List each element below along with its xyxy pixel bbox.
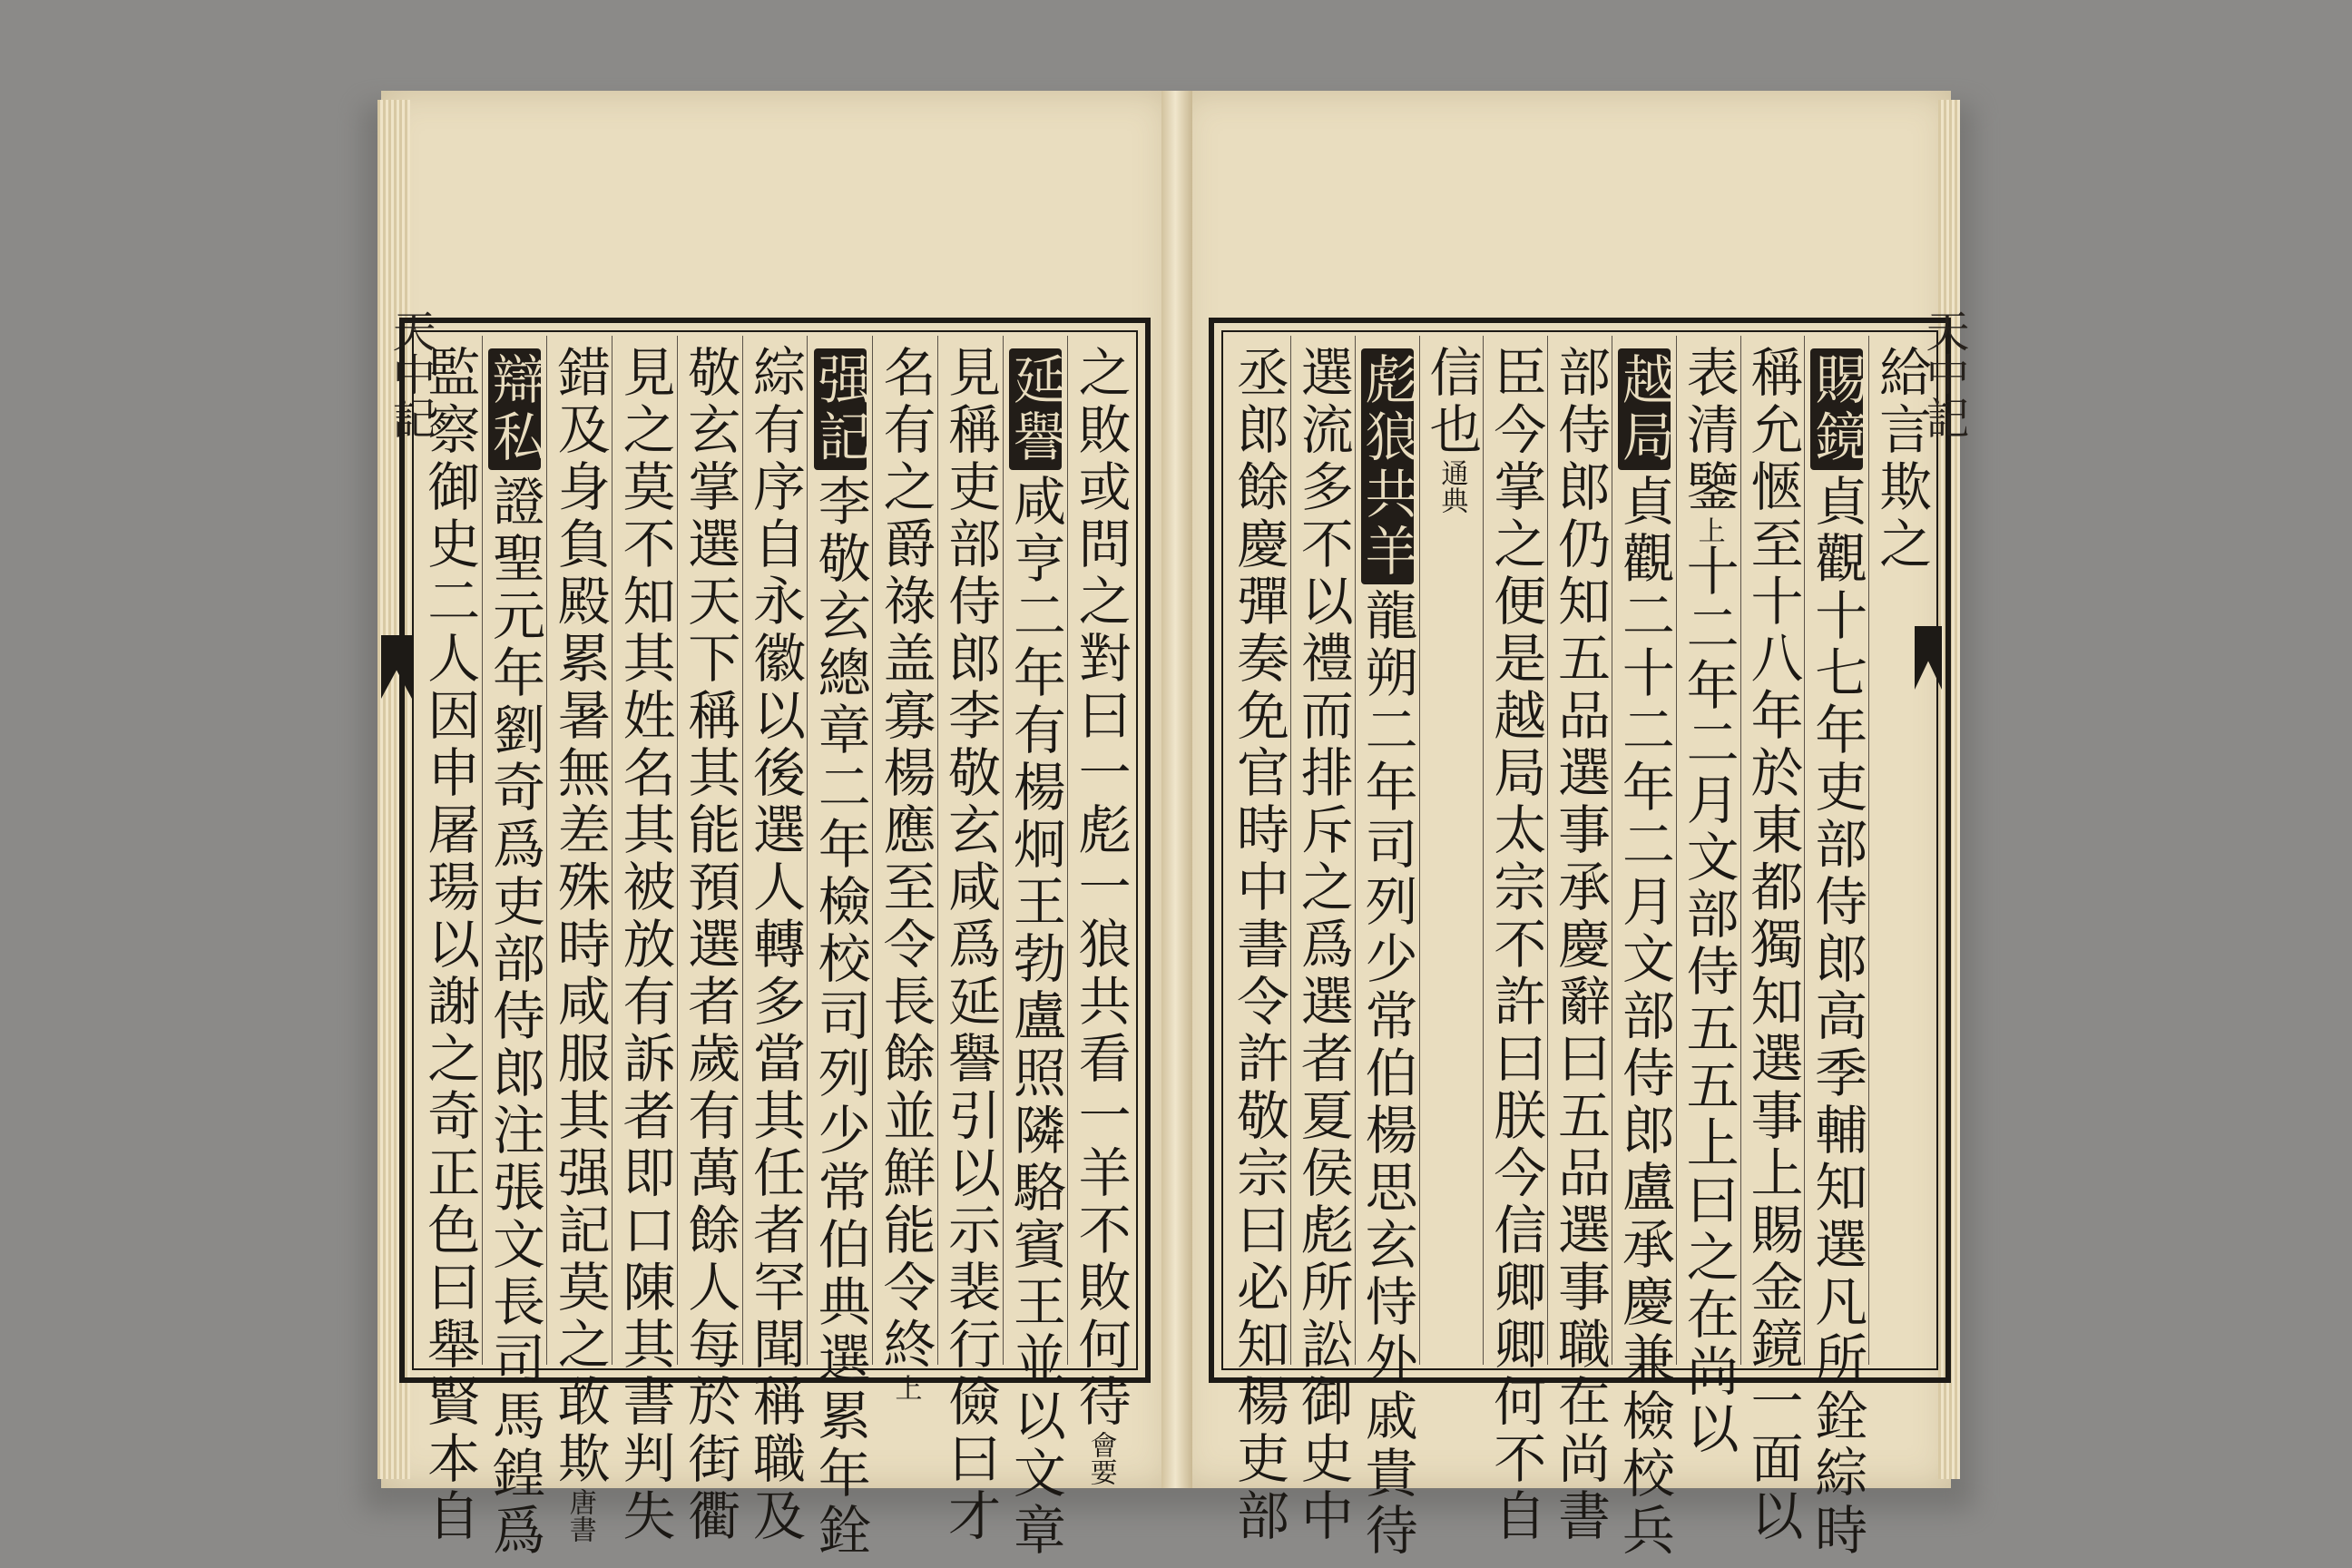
heading-tag: 賜鏡 [1810,348,1863,470]
source-note: 通典 [1436,459,1468,514]
source-note: 上 [889,1374,922,1401]
column-text: 監察御史二人因申屠瑒以謝之奇正色曰舉賢本自 [418,345,481,1545]
text-column [612,336,677,1545]
text-column [677,336,742,1545]
book-gutter [1161,91,1192,1488]
column-text: 證聖元年劉奇爲吏部侍郎注張文長司馬鍠爲 [484,474,546,1560]
heading-tag: 辯私 [488,348,541,470]
text-column [1547,336,1612,1545]
column-text: 部侍郎仍知五品選事承慶辭曰五品選事職在尚書 [1549,345,1612,1545]
column-text: 臣今掌之便是越局太宗不許曰朕今信卿卿何不自 [1485,345,1547,1545]
text-column [1740,336,1805,1545]
column-text: 信也 [1420,345,1483,459]
column-text: 丞郎餘慶彈奏免官時中書令許敬宗曰必知楊吏部 [1227,345,1289,1545]
text-column [1612,336,1676,1560]
text-column [482,336,547,1560]
column-text: 貞觀十七年吏部侍郎高季輔知選凡所銓綜時 [1806,474,1868,1560]
column-text: 錯及身負殿累暑無差殊時咸服其强記莫之敢欺 [548,345,611,1488]
column-text: 表清鑒 [1677,345,1740,516]
text-column [872,336,937,1401]
text-column [546,336,612,1543]
text-column [1483,336,1547,1545]
text-column [417,336,482,1545]
column-text: 稱允愜至十八年於東都獨知選事上賜金鏡一面以 [1741,345,1804,1545]
heading-tag: 越局 [1618,348,1671,470]
text-column [742,336,808,1545]
column-text: 名有之爵祿盖寡楊應至令長餘並鮮能令終 [874,345,936,1374]
column-text: 給言欺之 [1870,345,1933,573]
source-note: 上 [1692,516,1725,544]
column-text: 咸亨二年有楊炯王勃盧照隣駱賓王並以文章 [1004,474,1066,1560]
heading-tag: 延譽 [1009,348,1062,470]
column-text: 見之莫不知其姓名其被放有訴者即口陳其書判失 [613,345,676,1545]
column-text-continued: 十二年二月文部侍五五上曰之在尚以 [1677,544,1740,1458]
text-column [1003,336,1068,1560]
right-text-frame [1209,318,1951,1560]
text-column [1804,336,1868,1560]
right-margin-label [1913,309,1969,1379]
column-text: 選流多不以禮而排斥之爲選者夏侯彪所訟御史中 [1291,345,1354,1545]
text-column [1355,336,1419,1560]
book-title-right: 天中記 [1918,309,1969,439]
text-column [1419,336,1484,1365]
column-text: 貞觀二十二年二月文部侍郎盧承慶兼檢校兵 [1612,474,1675,1560]
column-text: 敬玄掌選天下稱其能預選者歲有萬餘人每於街衢 [679,345,741,1545]
source-note: 唐書 [564,1488,596,1543]
column-text: 見稱吏部侍郎李敬玄咸爲延譽引以示裴行儉曰才 [939,345,1002,1545]
source-note: 會要 [1084,1431,1117,1485]
text-column [1676,336,1740,1458]
heading-tag: 彪狼共羊 [1361,348,1414,584]
heading-tag: 强記 [814,348,867,470]
left-text-frame [399,318,1151,1560]
column-text: 綜有序自永徽以後選人轉多當其任者罕聞稱職及 [743,345,806,1545]
text-column [937,336,1003,1545]
text-column [1227,336,1290,1545]
text-column [1067,336,1132,1485]
right-columns [1227,336,1933,1560]
column-text: 龍朔二年司列少常伯楊思玄恃外戚貴待 [1356,588,1418,1560]
column-text: 李敬玄總章二年檢校司列少常伯典選累年銓 [808,474,871,1560]
book-title: 天中記 [385,309,436,439]
text-column [1290,336,1355,1545]
left-columns [417,336,1132,1560]
column-text: 之敗或問之對曰一彪一狼共看一羊不敗何待 [1069,345,1132,1431]
text-column [807,336,872,1560]
